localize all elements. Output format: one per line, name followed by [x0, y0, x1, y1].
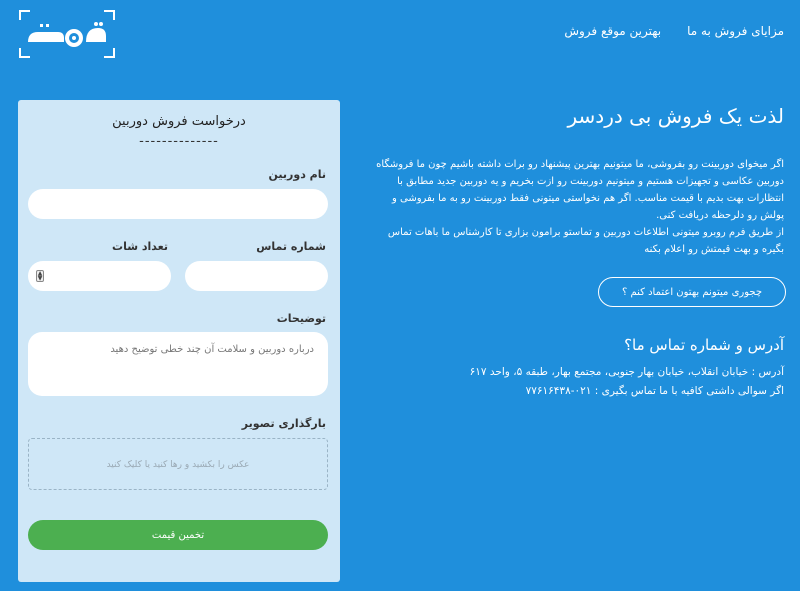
hero-description [376, 156, 784, 258]
top-nav [564, 24, 784, 38]
contact-number-input[interactable] [185, 261, 328, 291]
contact-address: آدرس : خیابان انقلاب، خیابان بهار جنوبی، مجتمع بهار، طبقه ۵، واحد ۶۱۷ [469, 366, 784, 378]
contact-number-label: شماره تماس [256, 240, 326, 253]
contact-section-title: آدرس و شماره تماس ما؟ [624, 336, 784, 354]
hero-paragraph-2: از طریق فرم روبرو میتونی اطلاعات دوربین و تماستو برامون بزاری تا کارشناس ما باهات تماس بگیره و بهت قیمتش رو اعلام بکنه [387, 227, 784, 255]
hero-title: لذت یک فروش بی دردسر [567, 104, 784, 128]
logo-mark-icon [18, 8, 116, 60]
description-label: توضیحات [276, 312, 326, 325]
number-stepper-icon[interactable]: ▲ ▼ [37, 270, 43, 282]
shots-count-label: تعداد شات [112, 240, 168, 253]
logo[interactable] [18, 8, 116, 60]
camera-name-label: نام دوربین [268, 168, 326, 181]
nav-link-best-time[interactable]: بهترین موقع فروش [564, 24, 662, 38]
trust-info-button[interactable]: چجوری میتونم بهتون اعتماد کنم ؟ [598, 277, 786, 307]
estimate-price-button[interactable]: تخمین قیمت [28, 520, 328, 550]
form-title-divider: -------------- [139, 134, 219, 149]
hero-paragraph-1: اگر میخوای دوربینت رو بفروشی، ما میتونیم بهترین پیشنهاد رو برات داشته باشیم چون ما فروشگاه دوربین عکاسی و تجهیزات هستیم و میتونیم دوربینت رو ازت بخریم و یه دوربین جدید مطابق با انتظارات بهت بدیم با قیمت مناسب. اگر هم نخواستی میتونی فقط دوربینت رو به ما بفروشی و پولش رو دلرحظه دریافت کنی. [376, 159, 784, 221]
contact-phone: اگر سوالی داشتی کافیه با ما تماس بگیری : ۰۲۱-۷۷۶۱۶۴۳۸ [525, 385, 784, 397]
nav-link-benefits[interactable]: مزایای فروش به ما [687, 24, 784, 38]
sell-request-form [18, 100, 340, 582]
description-textarea[interactable] [28, 332, 328, 396]
image-dropzone[interactable]: عکس را بکشید و رها کنید یا کلیک کنید [28, 438, 328, 490]
upload-label: بارگذاری تصویر [241, 417, 326, 430]
camera-name-input[interactable] [28, 189, 328, 219]
form-title: درخواست فروش دوربین [112, 114, 246, 129]
shots-count-input[interactable] [28, 261, 171, 291]
